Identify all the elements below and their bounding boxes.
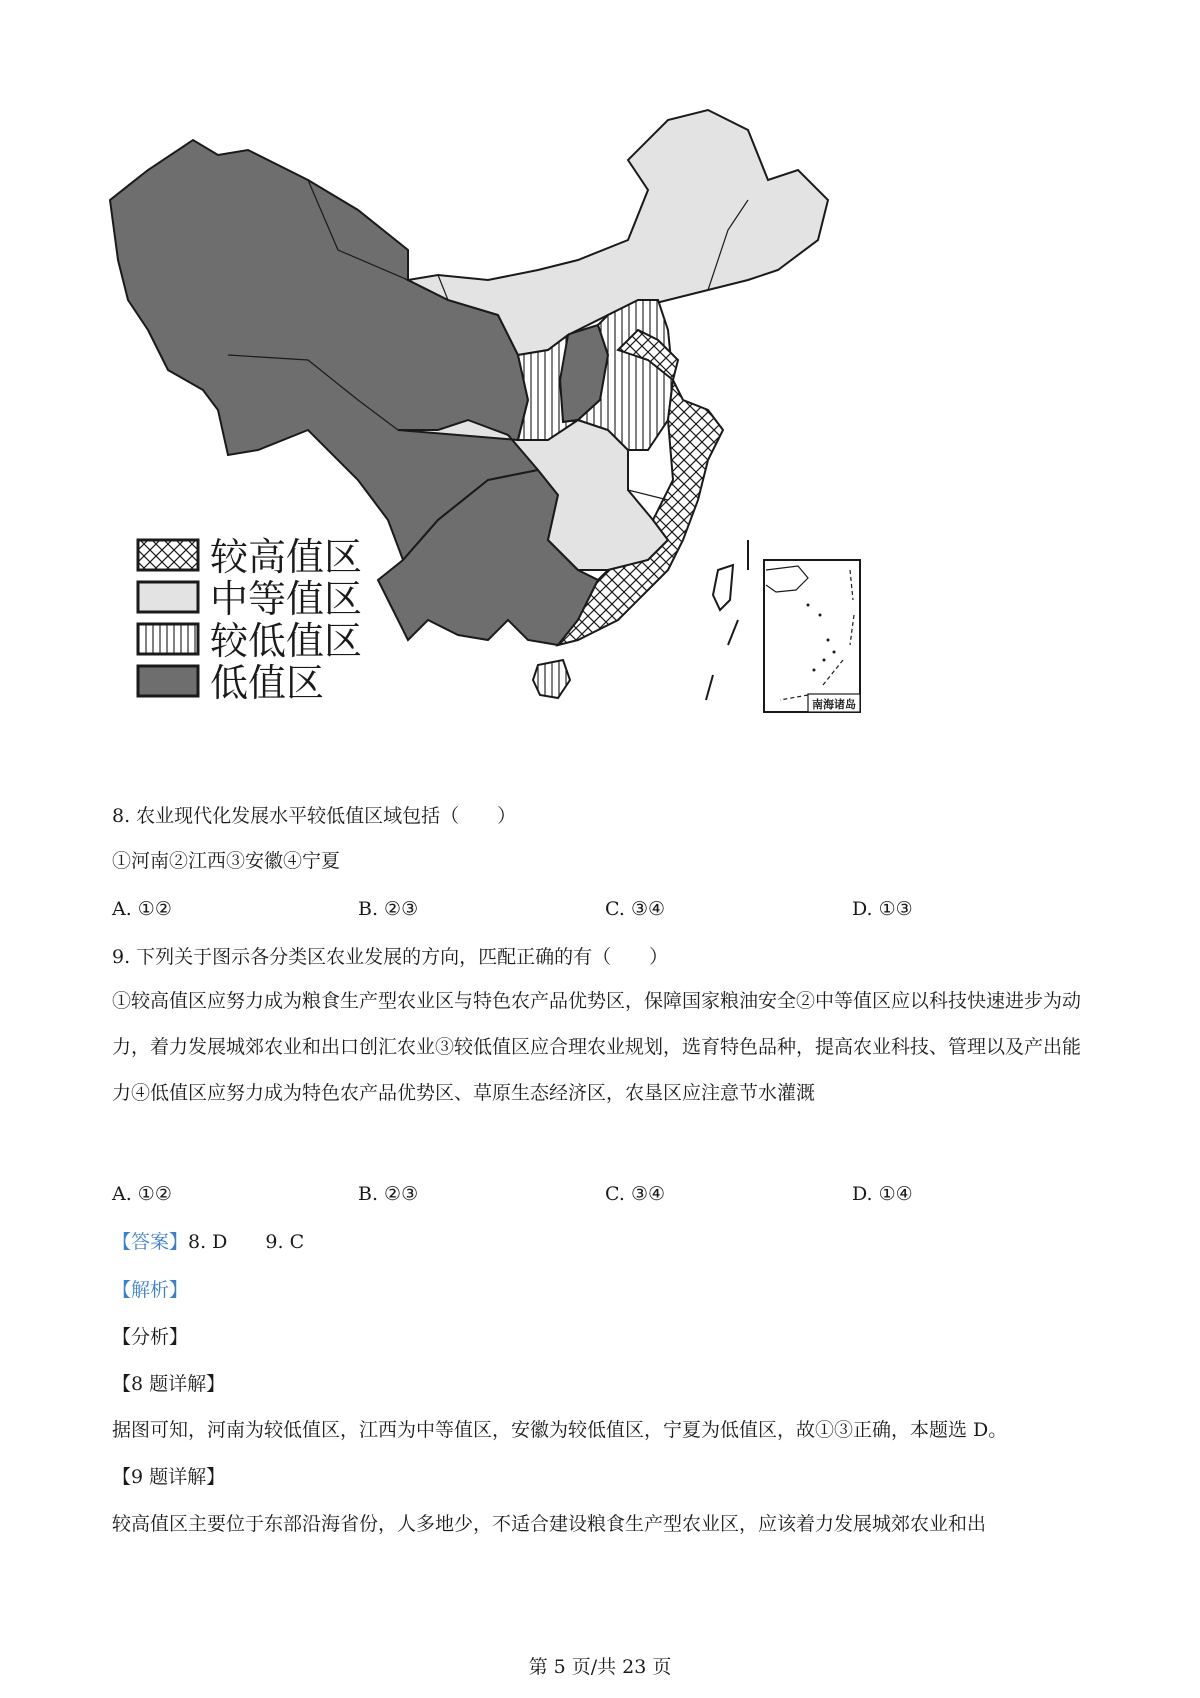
legend-label-lower: 较低值区 bbox=[210, 619, 363, 663]
q8-option-b: B. ②③ bbox=[358, 898, 419, 920]
q8-option-a: A. ①② bbox=[112, 898, 172, 920]
map-sea-boundary bbox=[706, 540, 748, 700]
answer-tag: 【答案】 bbox=[112, 1231, 189, 1253]
q8-items: ①河南②江西③安徽④宁夏 bbox=[112, 850, 341, 872]
legend-swatch-medium bbox=[138, 582, 198, 612]
q8-stem: 8. 农业现代化发展水平较低值区域包括（ ） bbox=[112, 805, 517, 827]
inset-label: 南海诸岛 bbox=[812, 698, 856, 711]
q9-body: ①较高值区应努力成为粮食生产型农业区与特色农产品优势区，保障国家粮油安全②中等值区应以科技快速进步为动力，着力发展城郊农业和出口创汇农业③较低值区应合理农业规划，选育特色品种，提高农业科技、管理以及产出能力④低值区应努力成为特色农产品优势区、草原生态经济区，农垦区应注意节水灌溉 bbox=[112, 990, 1082, 1104]
legend-label-medium: 中等值区 bbox=[210, 577, 363, 621]
detail9-heading: 【9 题详解】 bbox=[112, 1466, 226, 1488]
q9-stem: 9. 下列关于图示各分类区农业发展的方向，匹配正确的有（ ） bbox=[112, 946, 669, 968]
map-taiwan bbox=[713, 565, 733, 610]
legend-swatch-low bbox=[138, 666, 198, 696]
q9-option-c: C. ③④ bbox=[605, 1183, 666, 1205]
q8-option-d: D. ①③ bbox=[852, 898, 913, 920]
detail8-text: 据图可知，河南为较低值区，江西为中等值区，安徽为较低值区，宁夏为低值区，故①③正确，本题选 D。 bbox=[112, 1419, 1008, 1441]
china-agriculture-map bbox=[108, 100, 950, 790]
page-footer: 第 5 页/共 23 页 bbox=[528, 1656, 672, 1678]
answer-line bbox=[112, 1228, 304, 1256]
legend-swatch-lower bbox=[138, 624, 198, 654]
legend-label-low: 低值区 bbox=[210, 661, 325, 705]
q8-option-c: C. ③④ bbox=[605, 898, 666, 920]
q9-option-a: A. ①② bbox=[112, 1183, 172, 1205]
q9-option-b: B. ②③ bbox=[358, 1183, 419, 1205]
legend-swatch-higher bbox=[138, 540, 198, 570]
detail8-heading: 【8 题详解】 bbox=[112, 1373, 226, 1395]
analysis-tag: 【解析】 bbox=[112, 1279, 189, 1301]
map-legend bbox=[138, 535, 362, 705]
answer-text: 8. D 9. C bbox=[188, 1231, 305, 1253]
q9-option-d: D. ①④ bbox=[852, 1183, 913, 1205]
fenxi-heading: 【分析】 bbox=[112, 1326, 189, 1348]
map-region-lower-hainan bbox=[533, 660, 570, 698]
legend-label-higher: 较高值区 bbox=[210, 535, 363, 579]
detail9-text: 较高值区主要位于东部沿海省份，人多地少，不适合建设粮食生产型农业区，应该着力发展城郊农业和出 bbox=[112, 1513, 987, 1535]
